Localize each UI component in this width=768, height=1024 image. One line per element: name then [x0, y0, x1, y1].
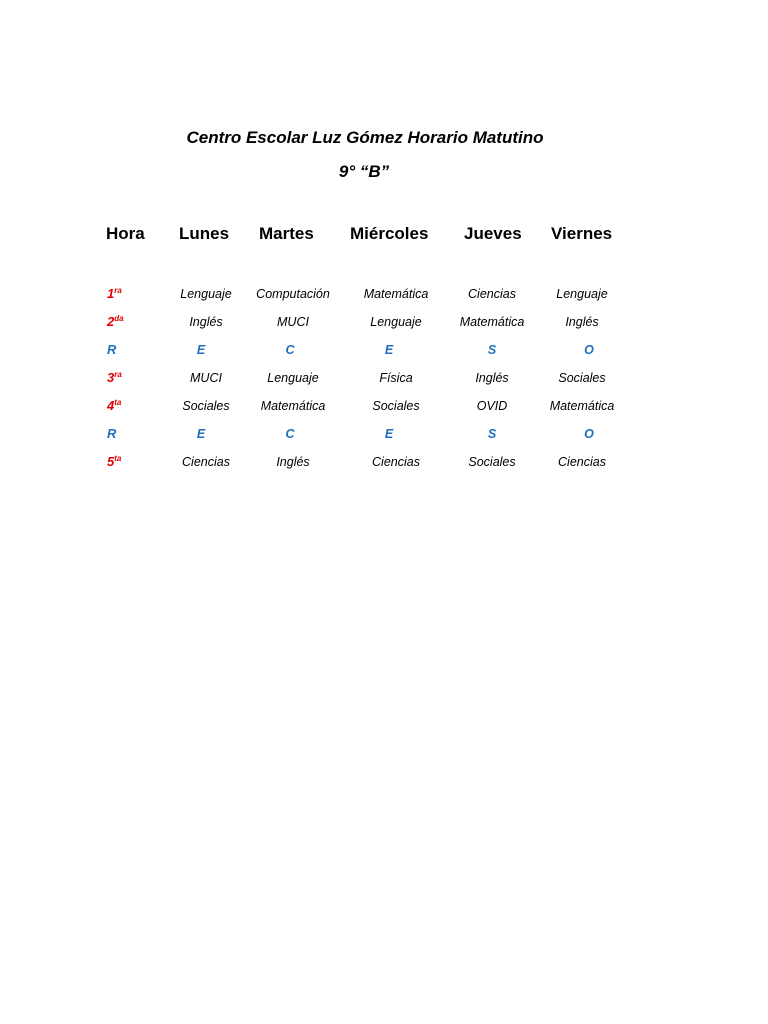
hour-label [107, 370, 122, 385]
recess-letter: S [487, 427, 497, 441]
subject-cell: Sociales [468, 455, 516, 469]
hour-ordinal-suffix: ra [114, 370, 122, 379]
hour-number: 4 [107, 398, 115, 413]
subject-cell: Lenguaje [370, 315, 422, 329]
hour-label [107, 398, 121, 413]
hour-label [107, 342, 116, 357]
header-lunes: Lunes [179, 224, 230, 243]
recess-letter: E [384, 343, 394, 357]
recess-letter: S [487, 343, 497, 357]
subject-cell: Inglés [565, 315, 599, 329]
hour-ordinal-suffix: da [114, 314, 124, 323]
subject-cell: Matemática [260, 399, 326, 413]
subject-cell: Sociales [182, 399, 230, 413]
hour-label [107, 426, 116, 441]
header-viernes: Viernes [551, 224, 613, 243]
header-miercoles: Miércoles [350, 224, 429, 243]
recess-letter: E [196, 427, 206, 441]
subject-cell: Ciencias [558, 455, 606, 469]
hour-ordinal-suffix: ta [114, 454, 122, 463]
document-title: Centro Escolar Luz Gómez Horario Matutino [186, 128, 544, 147]
recess-letter: E [384, 427, 394, 441]
subject-cell: Ciencias [372, 455, 420, 469]
subject-cell: Matemática [549, 399, 615, 413]
subject-cell: Inglés [475, 371, 509, 385]
subject-cell: Sociales [372, 399, 420, 413]
subject-cell: Lenguaje [556, 287, 608, 301]
hour-ordinal-suffix: ta [114, 398, 122, 407]
subject-cell: Sociales [558, 371, 606, 385]
subject-cell: Ciencias [182, 455, 230, 469]
header-hora: Hora [106, 224, 145, 243]
subject-cell: MUCI [277, 315, 309, 329]
subject-cell: Inglés [189, 315, 223, 329]
hour-label [107, 454, 121, 469]
document-grade: 9° “B” [338, 162, 390, 181]
recess-letter: O [584, 427, 594, 441]
subject-cell: Computación [256, 287, 330, 301]
subject-cell: Física [379, 371, 413, 385]
subject-cell: Ciencias [468, 287, 516, 301]
subject-cell: OVID [476, 399, 508, 413]
hour-number: R [107, 342, 117, 357]
subject-cell: MUCI [190, 371, 222, 385]
hour-ordinal-suffix: ra [114, 286, 122, 295]
header-martes: Martes [259, 224, 314, 243]
hour-number: 3 [107, 370, 115, 385]
hour-number: 2 [107, 314, 115, 329]
subject-cell: Matemática [363, 287, 429, 301]
recess-letter: E [196, 343, 206, 357]
recess-letter: C [285, 343, 295, 357]
hour-number: R [107, 426, 117, 441]
header-jueves: Jueves [464, 224, 522, 243]
subject-cell: Lenguaje [267, 371, 319, 385]
hour-label [107, 286, 122, 301]
subject-cell: Lenguaje [180, 287, 232, 301]
hour-label [107, 314, 124, 329]
subject-cell: Inglés [276, 455, 310, 469]
subject-cell: Matemática [459, 315, 525, 329]
hour-number: 1 [107, 286, 115, 301]
recess-letter: O [584, 343, 594, 357]
recess-letter: C [285, 427, 295, 441]
hour-number: 5 [107, 454, 115, 469]
